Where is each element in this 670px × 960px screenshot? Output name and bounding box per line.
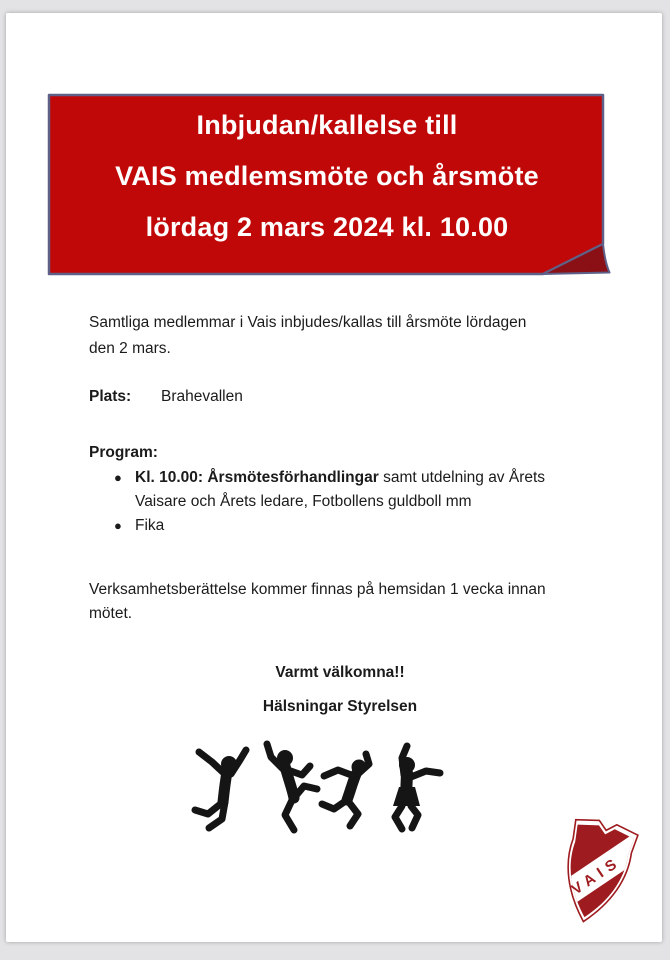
- jumping-person-1: [195, 750, 246, 828]
- list-item: [114, 466, 594, 514]
- program-label: Program:: [89, 444, 158, 461]
- intro-paragraph: [89, 310, 589, 362]
- banner-line-2: VAIS medlemsmöte och årsmöte: [115, 161, 539, 191]
- banner-line-3: lördag 2 mars 2024 kl. 10.00: [145, 212, 509, 242]
- closing-welcome: Varmt välkomna!!: [275, 664, 405, 681]
- jumping-person-2: [267, 744, 317, 830]
- place-value: Brahevallen: [161, 388, 243, 405]
- program-list: [114, 466, 594, 538]
- document-page: [6, 13, 662, 942]
- program-item-1-line2: Vaisare och Årets ledare, Fotbollens guldboll mm: [135, 493, 472, 510]
- program-item-1-bold: Kl. 10.00: Årsmötesförhandlingar: [135, 469, 379, 486]
- closing-signature: Hälsningar Styrelsen: [262, 698, 418, 715]
- title-banner: [47, 93, 613, 279]
- program-item-1: [135, 466, 545, 514]
- note-paragraph: [89, 578, 599, 626]
- crest-text: VAIS: [568, 853, 625, 899]
- note-line-1: Verksamhetsberättelse kommer finnas på hemsidan 1 vecka innan: [89, 581, 546, 598]
- place-row: [89, 384, 243, 410]
- program-item-1-rest: samt utdelning av Årets: [378, 469, 546, 486]
- intro-line-2: den 2 mars.: [89, 340, 171, 357]
- bullet-icon: ●: [114, 518, 122, 533]
- banner-title: [49, 100, 605, 253]
- note-line-2: mötet.: [89, 605, 133, 622]
- banner-line-1: Inbjudan/kallelse till: [196, 110, 458, 140]
- bullet-icon: ●: [114, 470, 122, 485]
- place-label: Plats:: [89, 388, 132, 405]
- vais-crest-logo: [545, 817, 647, 935]
- intro-line-1: Samtliga medlemmar i Vais inbjudes/kallas till årsmöte lördagen: [89, 314, 527, 331]
- jumping-person-4: [393, 746, 440, 829]
- jumping-people-silhouettes-image: [182, 731, 462, 839]
- jumping-person-3: [322, 754, 369, 826]
- list-item: [114, 514, 594, 538]
- program-item-2: Fika: [135, 517, 165, 534]
